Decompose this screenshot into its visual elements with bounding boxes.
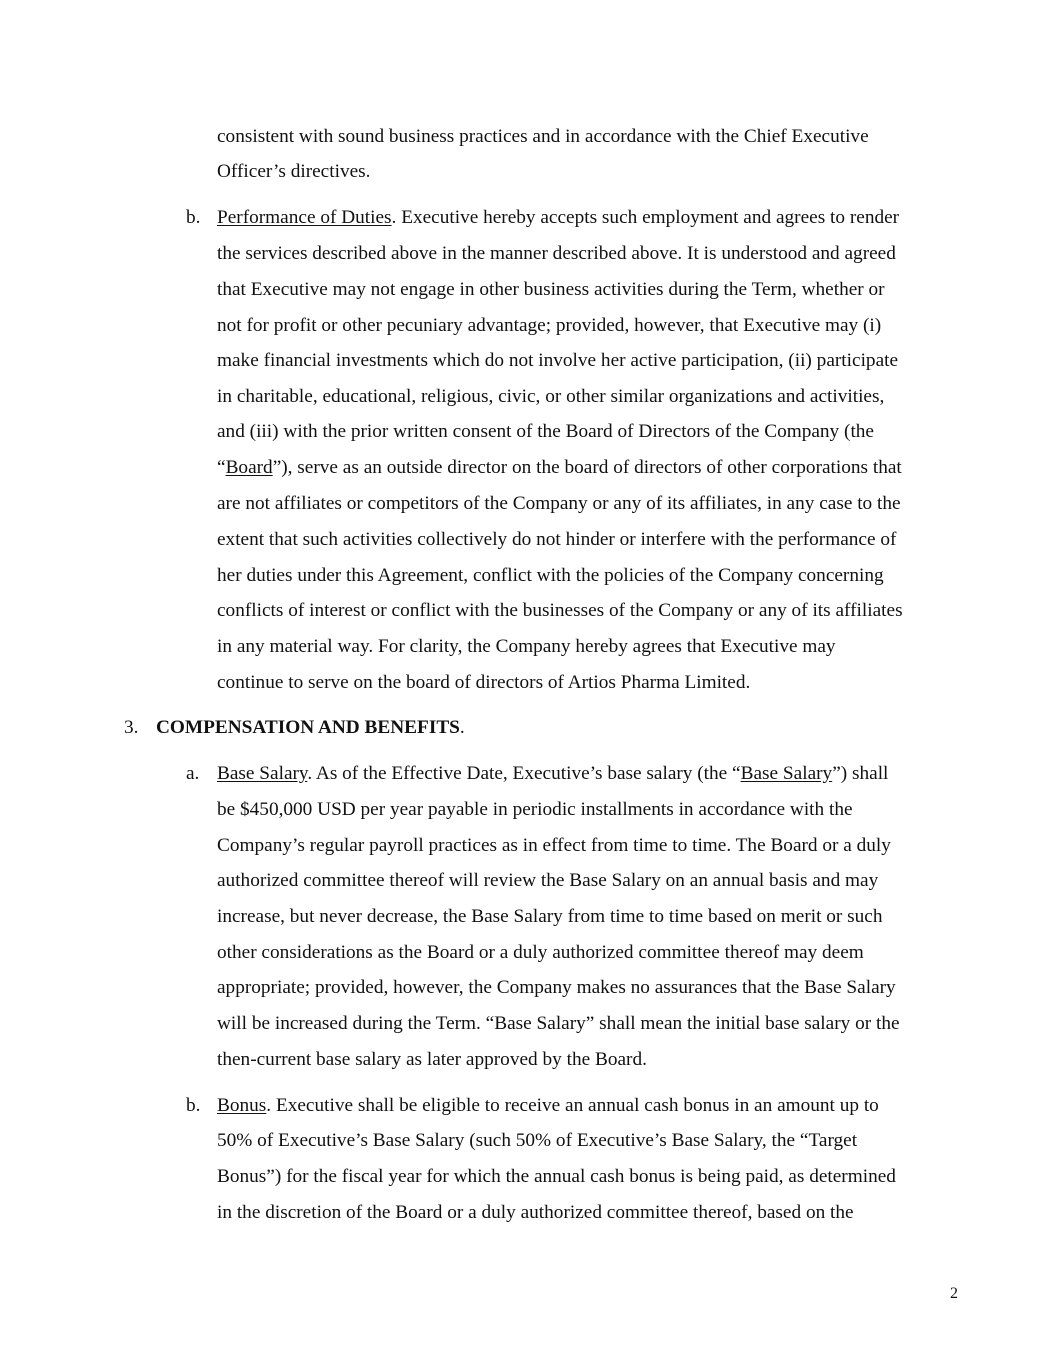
paragraph-line: appropriate; provided, however, the Company makes no assurances that the Base Salary (217, 977, 896, 998)
paragraph-line: authorized committee thereof will review the Base Salary on an annual basis and may (217, 870, 879, 891)
paragraph-line: continue to serve on the board of directors of Artios Pharma Limited. (217, 672, 751, 693)
paragraph-line: consistent with sound business practices and in accordance with the Chief Executive (217, 126, 869, 147)
paragraph-text: . Executive shall be eligible to receive an annual cash bonus in an amount up to (266, 1095, 879, 1116)
paragraph-line: not for profit or other pecuniary advantage; provided, however, that Executive may (i) (217, 315, 882, 336)
paragraph-line: increase, but never decrease, the Base Salary from time to time based on merit or such (217, 906, 883, 927)
bonus-heading: Bonus (217, 1095, 267, 1116)
paragraph-line: extent that such activities collectively do not hinder or interfere with the performance of (217, 529, 897, 550)
section-title: COMPENSATION AND BENEFITS (156, 717, 460, 738)
paragraph-line: and (iii) with the prior written consent of the Board of Directors of the Company (the (217, 421, 874, 442)
bonus-line (217, 1094, 879, 1118)
performance-of-duties-heading: Performance of Duties (217, 207, 392, 228)
paragraph-text: . Executive hereby accepts such employment and agrees to render (391, 207, 900, 228)
paragraph-line: in charitable, educational, religious, civic, or other similar organizations and activities, (217, 386, 885, 407)
paragraph-line: 50% of Executive’s Base Salary (such 50% of Executive’s Base Salary, the “Target (217, 1130, 858, 1151)
quote-mark: “ (217, 457, 226, 478)
board-definition-line (217, 456, 902, 480)
base-salary-line (217, 762, 888, 786)
paragraph-line: be $450,000 USD per year payable in periodic installments in accordance with the (217, 799, 853, 820)
paragraph-line: in any material way. For clarity, the Company hereby agrees that Executive may (217, 636, 836, 657)
list-marker-a: a. (186, 763, 200, 784)
section-heading (156, 716, 465, 740)
paragraph-line: Company’s regular payroll practices as in effect from time to time. The Board or a duly (217, 835, 891, 856)
paragraph-line: that Executive may not engage in other business activities during the Term, whether or (217, 279, 885, 300)
paragraph-line: in the discretion of the Board or a duly authorized committee thereof, based on the (217, 1202, 854, 1223)
list-marker-b: b. (186, 1095, 201, 1116)
base-salary-defined-term: Base Salary (740, 763, 833, 784)
base-salary-heading: Base Salary (217, 763, 308, 784)
paragraph-line: the services described above in the manner described above. It is understood and agreed (217, 243, 896, 264)
board-defined-term: Board (225, 457, 273, 478)
paragraph-line: make financial investments which do not involve her active participation, (ii) participate (217, 350, 899, 371)
paragraph-text: ”), serve as an outside director on the board of directors of other corporations that (272, 457, 902, 478)
paragraph-line: will be increased during the Term. “Base Salary” shall mean the initial base salary or the (217, 1013, 900, 1034)
paragraph-line: Officer’s directives. (217, 161, 371, 182)
performance-of-duties-line (217, 206, 899, 230)
paragraph-line: are not affiliates or competitors of the Company or any of its affiliates, in any case to the (217, 493, 901, 514)
paragraph-line: then-current base salary as later approved by the Board. (217, 1049, 647, 1070)
paragraph-line: other considerations as the Board or a duly authorized committee thereof may deem (217, 942, 864, 963)
paragraph-line: her duties under this Agreement, conflict with the policies of the Company concerning (217, 565, 884, 586)
paragraph-text: . As of the Effective Date, Executive’s base salary (the “ (307, 763, 741, 784)
paragraph-line: Bonus”) for the fiscal year for which the annual cash bonus is being paid, as determined (217, 1166, 896, 1187)
section-title-period: . (459, 717, 465, 738)
paragraph-line: conflicts of interest or conflict with the businesses of the Company or any of its affiliates (217, 600, 903, 621)
paragraph-text: ”) shall (832, 763, 889, 784)
list-marker-b: b. (186, 207, 201, 228)
section-number: 3. (124, 717, 139, 738)
page-number: 2 (950, 1285, 958, 1302)
